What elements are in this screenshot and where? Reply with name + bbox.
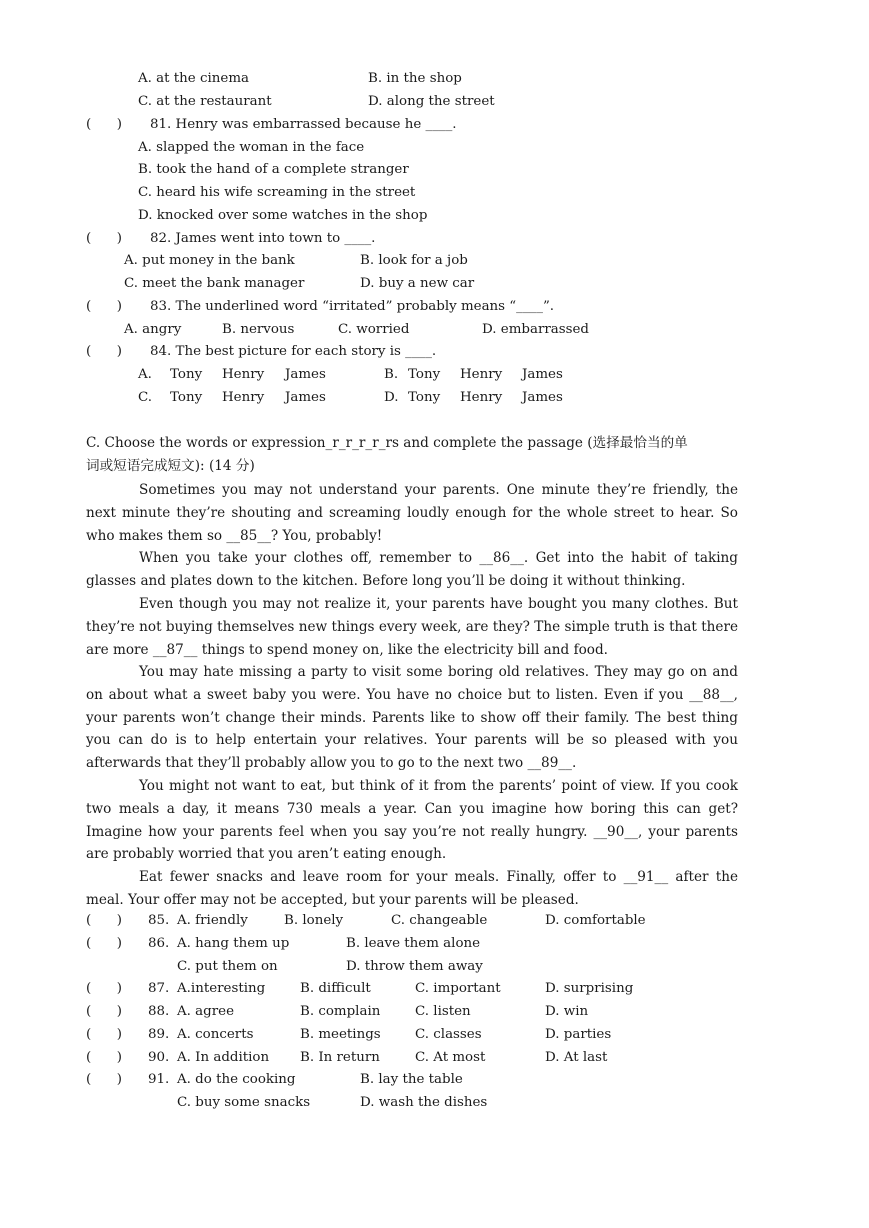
q84-option-d-label: D.: [384, 390, 399, 405]
q84-option-d-name: Henry: [460, 390, 503, 405]
q88-number: 88.: [148, 1004, 170, 1019]
q89-option-a: A. concerts: [177, 1027, 254, 1042]
paragraph-text: You may hate missing a party to visit some boring old relatives. They may go on and on about what a sweet baby you were. You have no choice but to listen. Even if you __88__, your parents won’t change their minds. Parents like to show off their family. The best thing you can do is to help entertain your relatives. Your parents will be so pleased with you afterwards that they’ll probably allow you to go to the next two __89__.: [86, 664, 738, 772]
q81-option-d: D. knocked over some watches in the shop: [138, 208, 428, 223]
answer-bracket: ( ): [86, 1050, 122, 1065]
q84-option-c-name: James: [285, 390, 326, 405]
q89-option-b: B. meetings: [300, 1027, 381, 1042]
answer-bracket: ( ): [86, 231, 122, 246]
q86-option-d: D. throw them away: [346, 959, 483, 974]
q82-option-d: D. buy a new car: [360, 276, 475, 291]
q84-option-a-name: Henry: [222, 367, 265, 382]
q84-option-b-name: Henry: [460, 367, 503, 382]
q89-number: 89.: [148, 1027, 170, 1042]
q84-option-a-name: James: [285, 367, 326, 382]
q91-option-d: D. wash the dishes: [360, 1095, 488, 1110]
q82-option-b: B. look for a job: [360, 253, 468, 268]
q81-option-a: A. slapped the woman in the face: [138, 140, 365, 155]
q85-number: 85.: [148, 913, 170, 928]
q90-option-b: B. In return: [300, 1050, 380, 1065]
passage-paragraph-2: [86, 547, 738, 593]
q82-option-c: C. meet the bank manager: [124, 276, 305, 291]
passage-paragraph-5: [86, 775, 738, 866]
q90-option-d: D. At last: [545, 1050, 608, 1065]
q84-option-a-label: A.: [138, 367, 152, 382]
q80-option-b: B. in the shop: [368, 71, 462, 86]
q88-option-b: B. complain: [300, 1004, 381, 1019]
q83-option-b: B. nervous: [222, 322, 295, 337]
section-c-heading: C. Choose the words or expression_r_r_r_r_rs and complete the passage (选择最恰当的单: [86, 435, 688, 451]
q81-stem: 81. Henry was embarrassed because he ____.: [150, 117, 457, 132]
q89-option-c: C. classes: [415, 1027, 482, 1042]
passage-paragraph-6: [86, 866, 738, 912]
q84-option-d-name: James: [522, 390, 563, 405]
q91-number: 91.: [148, 1072, 170, 1087]
q80-option-c: C. at the restaurant: [138, 94, 272, 109]
paragraph-text: Eat fewer snacks and leave room for your meals. Finally, offer to __91__ after the meal. Your offer may not be accepted, but your parents will be pleased.: [86, 869, 738, 908]
q91-option-c: C. buy some snacks: [177, 1095, 311, 1110]
q83-option-d: D. embarrassed: [482, 322, 589, 337]
q84-option-c-name: Henry: [222, 390, 265, 405]
q88-option-c: C. listen: [415, 1004, 471, 1019]
q83-option-c: C. worried: [338, 322, 410, 337]
q80-option-a: A. at the cinema: [138, 71, 250, 86]
q84-option-b-name: Tony: [408, 367, 441, 382]
q85-option-d: D. comfortable: [545, 913, 646, 928]
q85-option-b: B. lonely: [284, 913, 344, 928]
passage-paragraph-4: [86, 661, 738, 775]
q86-option-c: C. put them on: [177, 959, 278, 974]
q84-option-a-name: Tony: [170, 367, 203, 382]
q87-number: 87.: [148, 981, 170, 996]
paragraph-text: Sometimes you may not understand your parents. One minute they’re friendly, the next minute they’re shouting and screaming loudly enough for the whole street to hear. So who makes them so __85__? You, probably!: [86, 482, 738, 544]
q84-option-b-name: James: [522, 367, 563, 382]
answer-bracket: ( ): [86, 299, 122, 314]
q82-option-a: A. put money in the bank: [124, 253, 295, 268]
q84-option-c-name: Tony: [170, 390, 203, 405]
q88-option-d: D. win: [545, 1004, 589, 1019]
q86-option-a: A. hang them up: [177, 936, 290, 951]
q90-option-a: A. In addition: [177, 1050, 270, 1065]
q82-stem: 82. James went into town to ____.: [150, 231, 376, 246]
q90-number: 90.: [148, 1050, 170, 1065]
q90-option-c: C. At most: [415, 1050, 486, 1065]
answer-bracket: ( ): [86, 117, 122, 132]
answer-bracket: ( ): [86, 1072, 122, 1087]
q80-option-d: D. along the street: [368, 94, 495, 109]
q87-option-c: C. important: [415, 981, 501, 996]
q84-option-b-label: B.: [384, 367, 399, 382]
q81-option-c: C. heard his wife screaming in the street: [138, 185, 416, 200]
answer-bracket: ( ): [86, 936, 122, 951]
q84-stem: 84. The best picture for each story is ____.: [150, 344, 437, 359]
passage-paragraph-1: [86, 479, 738, 547]
q87-option-b: B. difficult: [300, 981, 371, 996]
answer-bracket: ( ): [86, 1027, 122, 1042]
answer-bracket: ( ): [86, 1004, 122, 1019]
q84-option-d-name: Tony: [408, 390, 441, 405]
q87-option-a: A.interesting: [177, 981, 266, 996]
q89-option-d: D. parties: [545, 1027, 612, 1042]
q91-option-a: A. do the cooking: [177, 1072, 296, 1087]
q85-option-a: A. friendly: [177, 913, 248, 928]
answer-bracket: ( ): [86, 344, 122, 359]
q87-option-d: D. surprising: [545, 981, 634, 996]
q81-option-b: B. took the hand of a complete stranger: [138, 162, 409, 177]
q83-stem: 83. The underlined word “irritated” probably means “____”.: [150, 299, 555, 314]
q86-number: 86.: [148, 936, 170, 951]
q91-option-b: B. lay the table: [360, 1072, 463, 1087]
passage-paragraph-3: [86, 593, 738, 661]
answer-bracket: ( ): [86, 981, 122, 996]
paragraph-text: You might not want to eat, but think of it from the parents’ point of view. If you cook two meals a day, it means 730 meals a year. Can you imagine how boring this can get? Imagine how your parents feel when you say you’re not really hungry. __90__, your parents are probably worried that you aren’t eating enough.: [86, 778, 738, 863]
answer-bracket: ( ): [86, 913, 122, 928]
q83-option-a: A. angry: [124, 322, 182, 337]
q86-option-b: B. leave them alone: [346, 936, 481, 951]
section-c-heading-cont: 词或短语完成短文): (14 分): [86, 458, 255, 474]
q84-option-c-label: C.: [138, 390, 153, 405]
paragraph-text: When you take your clothes off, remember to __86__. Get into the habit of taking glasses and plates down to the kitchen. Before long you’ll be doing it without thinking.: [86, 550, 738, 589]
paragraph-text: Even though you may not realize it, your parents have bought you many clothes. But they’re not buying themselves new things every week, are they? The simple truth is that there are more __87__ things to spend money on, like the electricity bill and food.: [86, 596, 738, 658]
q85-option-c: C. changeable: [391, 913, 488, 928]
q88-option-a: A. agree: [177, 1004, 234, 1019]
